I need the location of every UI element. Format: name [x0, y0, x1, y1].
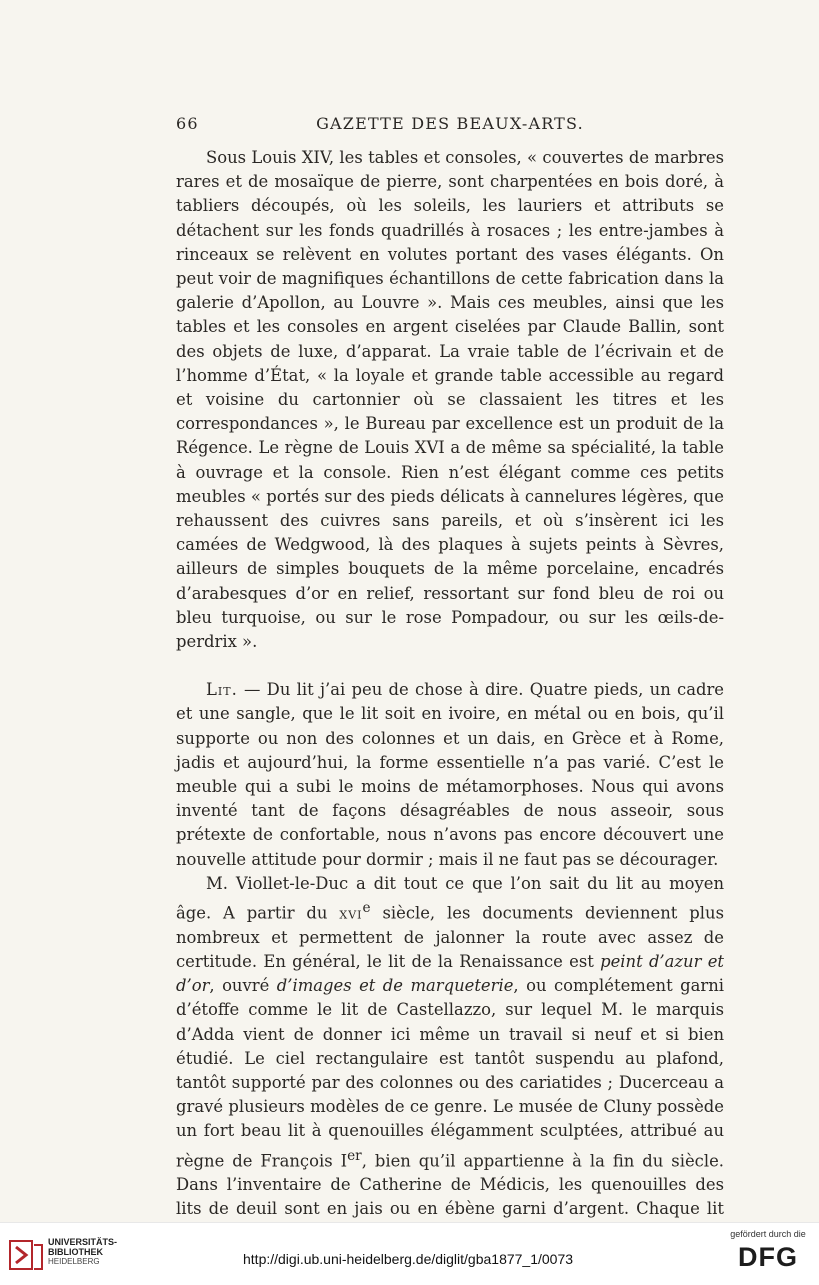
text-run: , ouvré [209, 976, 277, 996]
text-run: M. Viollet-le-Duc a dit tout ce que l’on sait du lit au moyen âge. A partir du [176, 873, 724, 923]
text-run: , bien qu’il appartienne à la fin du siècle. Dans l’inventaire de Catherine de Médicis, les quenouilles des lits de deuil sont en jais ou en ébène garni d’argent. Chaque lit [176, 1151, 724, 1219]
library-name-line: HEIDELBERG [48, 1257, 100, 1266]
paragraph-tables: Sous Louis XIV, les tables et consoles, « couvertes de marbres rares et de mosaïque de pierre, sont charpentées en bois doré, à tabliers découpés, où les soleils, les lauriers et attributs se détachent sur les fonds quadrillés à rosaces ; les entre-jambes à rinceaux se relèvent en volutes portant des vases élégants. On peut voir de magnifiques échantillons de cette fabrication dans la galerie d’Apollon, au Louvre ». Mais ces meubles, ainsi que les tables et les consoles en argent ciselées par Claude Ballin, sont des objets de luxe, d’apparat. La vraie table de l’écrivain et de l’homme d’État, « la loyale et grande table accessible au regard et voisine du cartonnier où se classaient les titres et les correspondances », le Bureau par excellence est un produit de la Régence. Le règne de Louis XVI a de même sa spécialité, la table à ouvrage et la console. Rien n’est élégant comme ces petits meubles « portés sur des pieds délicats à cannelures légères, que rehaussent des cuivres sans pareils, et où s’insèrent ici les camées de Wedgwood, là des plaques à sujets peints à Sèvres, ailleurs de simples bouquets de la même porcelaine, encadrés d’arabesques d’or en relief, ressortant sur fond bleu de roi ou bleu turquoise, ou sur le rose Pompadour, ou sur les œils-de-perdrix ». [176, 148, 724, 652]
italic-phrase: peint d’azur et d’or [176, 951, 724, 996]
paragraph-lit [176, 678, 724, 872]
page-number: 66 [176, 114, 199, 133]
ordinal-superscript: er [347, 1147, 362, 1164]
text-run: siècle, les documents deviennent plus nombreux et permettent de jalonner la route avec assez de certitude. En général, le lit de la Renaissance est [176, 903, 724, 971]
library-name [48, 1237, 117, 1267]
digitization-footer [0, 1222, 819, 1285]
century-numeral: xvi [339, 903, 363, 923]
funder-block [720, 1229, 816, 1272]
library-name-line: BIBLIOTHEK [48, 1247, 103, 1257]
funding-note: gefördert durch die [730, 1229, 806, 1239]
text-run: , ou complétement garni d’étoffe comme le lit de Castellazzo, sur lequel M. le marquis d’Adda vient de donner ici même un travail si neuf et si bien étudié. Le ciel rectangulaire est tantôt suspendu au plafond, tantôt supporté par des colonnes ou des cariatides ; Ducerceau a gravé plusieurs modèles de ce genre. Le musée de Cluny possède un fort beau lit à quenouilles élégamment sculptées, attribué au règne de François I [176, 976, 725, 1171]
dfg-logo: DFG [738, 1242, 798, 1272]
century-superscript: e [362, 900, 371, 917]
running-head [176, 114, 724, 138]
library-name-line: UNIVERSITÄTS- [48, 1237, 118, 1247]
university-library-logo-icon [8, 1235, 44, 1275]
article-text [176, 146, 724, 1246]
section-lead-lit: Lit. [206, 680, 238, 700]
permalink-url[interactable]: http://digi.ub.uni-heidelberg.de/diglit/gba1877_1/0073 [243, 1251, 574, 1267]
journal-title: GAZETTE DES BEAUX-ARTS. [316, 114, 584, 133]
paragraph-renaissance [176, 872, 724, 1246]
italic-phrase: d’images et de marqueterie [276, 976, 514, 996]
paragraph-lit-text: — Du lit j’ai peu de chose à dire. Quatre pieds, un cadre et une sangle, que le lit soit en ivoire, en métal ou en bois, qu’il supporte ou non des colonnes et un dais, en Grèce et à Rome, jadis et aujourd’hui, la forme essentielle n’a pas varié. C’est le meuble qui a subi le moins de métamorphoses. Nous qui avons inventé tant de façons désagréables de nous asseoir, sous prétexte de confortable, nous n’avons pas encore découvert une nouvelle attitude pour dormir ; mais il ne faut pas se décourager. [176, 680, 724, 869]
